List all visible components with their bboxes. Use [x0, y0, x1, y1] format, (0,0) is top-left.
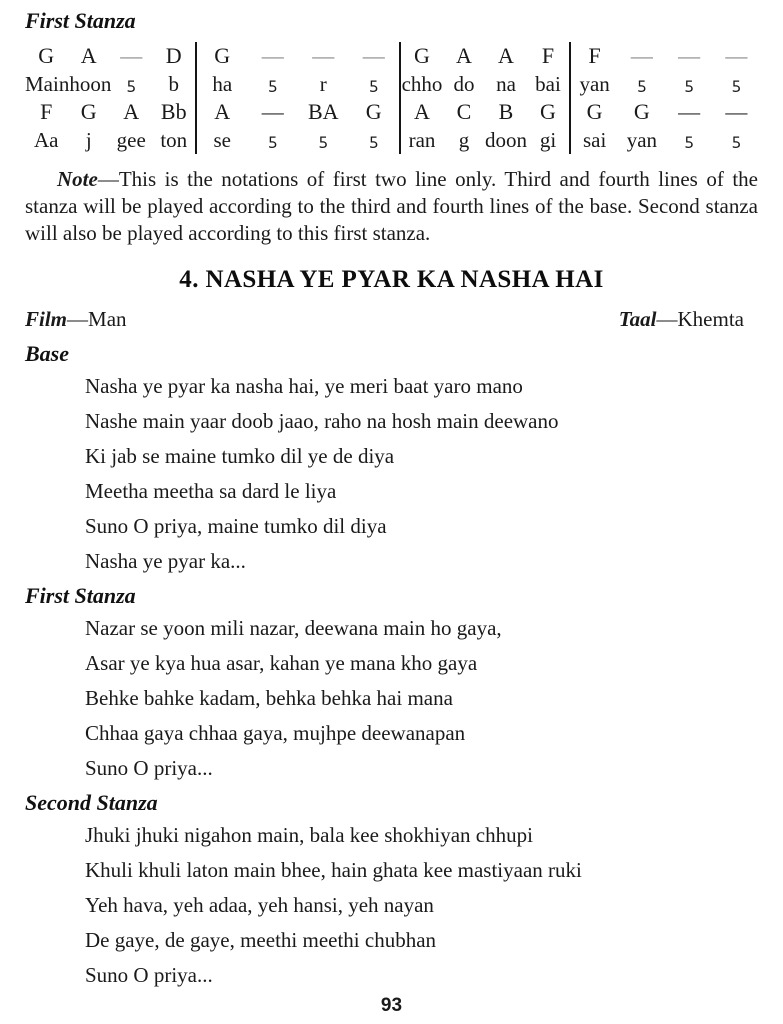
lyric-line: Ki jab se maine tumko dil ye de diya — [85, 444, 395, 468]
note-cell: G — [414, 43, 430, 68]
second-stanza-lyrics — [85, 818, 758, 993]
sustain-mark: ƽ — [637, 75, 647, 93]
note-cell: BA — [307, 99, 339, 124]
note-cell: — — [362, 43, 385, 68]
lyric-line: Behke bahke kadam, behka behka hai mana — [85, 686, 453, 710]
notation-table — [25, 42, 760, 154]
notation-bar-group — [197, 42, 401, 154]
note-cell: G — [586, 99, 603, 124]
notation-note-row — [197, 98, 399, 126]
notation-bar-group — [401, 42, 571, 154]
note-cell: F — [588, 43, 601, 68]
lyric-line: Nashe main yaar doob jaao, raho na hosh main deewano — [85, 409, 559, 433]
note-cell: Bb — [160, 99, 187, 124]
notation-lyric-row — [197, 70, 399, 98]
notation-note-row — [401, 98, 569, 126]
lyric-line: Suno O priya... — [85, 756, 213, 780]
lyric-cell: r — [319, 71, 327, 96]
lyric-cell: Mainhoon — [25, 71, 112, 96]
lyric-line: Yeh hava, yeh adaa, yeh hansi, yeh nayan — [85, 893, 434, 917]
film-dash: — — [67, 307, 89, 331]
sustain-mark: ƽ — [369, 131, 379, 149]
lyric-cell: gee — [116, 127, 146, 152]
top-section-heading: First Stanza — [25, 8, 136, 33]
lyric-line: De gaye, de gaye, meethi meethi chubhan — [85, 928, 437, 952]
first-stanza-lyrics — [85, 611, 758, 786]
note-cell: A — [123, 99, 140, 124]
lyric-cell: ran — [408, 127, 436, 152]
notation-lyric-row — [25, 70, 195, 98]
lyric-cell: Aa — [34, 127, 59, 152]
note-cell: A — [414, 99, 430, 124]
taal-dash: — — [656, 307, 678, 331]
lyric-cell: do — [453, 71, 475, 96]
notation-note-row — [25, 98, 195, 126]
lyric-line: Meetha meetha sa dard le liya — [85, 479, 337, 503]
note-cell: — — [678, 99, 701, 124]
note-cell: A — [456, 43, 472, 68]
note-cell: G — [214, 43, 231, 68]
section-heading-base: Base — [25, 341, 69, 366]
lyric-cell: na — [496, 71, 516, 96]
note-paragraph — [25, 166, 758, 247]
note-cell: B — [498, 99, 514, 124]
lyric-cell: se — [213, 127, 231, 152]
lyric-line: Nasha ye pyar ka... — [85, 549, 246, 573]
note-cell: — — [120, 43, 143, 68]
lyric-cell: doon — [485, 127, 527, 152]
lyric-line: Jhuki jhuki nigahon main, bala kee shokhiyan chhupi — [85, 823, 533, 847]
note-cell: F — [40, 99, 53, 124]
lyric-cell: chho — [401, 71, 443, 96]
lyric-line: Khuli khuli laton main bhee, hain ghata kee mastiyaan ruki — [85, 858, 582, 882]
sustain-mark: ƽ — [126, 75, 136, 93]
note-cell: A — [498, 43, 514, 68]
note-dash: — — [97, 167, 119, 191]
note-cell: D — [165, 43, 182, 68]
notation-bar-group — [25, 42, 197, 154]
lyric-cell: ton — [160, 127, 188, 152]
notation-lyric-row — [197, 126, 399, 154]
notation-lyric-row — [401, 70, 569, 98]
lyric-line: Nazar se yoon mili nazar, deewana main ho gaya, — [85, 616, 502, 640]
notation-lyric-row — [25, 126, 195, 154]
note-cell: — — [312, 43, 335, 68]
notation-note-row — [401, 42, 569, 70]
sustain-mark: ƽ — [268, 131, 278, 149]
sustain-mark: ƽ — [369, 75, 379, 93]
note-cell: — — [261, 43, 284, 68]
lyric-line: Suno O priya... — [85, 963, 213, 987]
lyric-line: Nasha ye pyar ka nasha hai, ye meri baat yaro mano — [85, 374, 523, 398]
lyric-line: Suno O priya, maine tumko dil diya — [85, 514, 387, 538]
base-lyrics — [85, 369, 758, 579]
notation-lyric-row — [571, 126, 760, 154]
note-cell: A — [80, 43, 97, 68]
lyric-cell: bai — [535, 71, 561, 96]
page-number: 93 — [380, 995, 403, 1016]
film-field — [25, 305, 127, 333]
notation-bar-group — [571, 42, 760, 154]
note-cell: — — [630, 43, 653, 68]
lyric-cell: yan — [579, 71, 610, 96]
note-cell: — — [725, 43, 748, 68]
section-heading-first-stanza: First Stanza — [25, 583, 136, 608]
section-heading-second-stanza: Second Stanza — [25, 790, 158, 815]
film-label: Film — [25, 307, 68, 331]
lyric-cell: b — [168, 71, 179, 96]
taal-label: Taal — [618, 307, 657, 331]
note-text: This is the notations of first two line only. Third and fourth lines of the stanza will be played according to the third and fourth lines of the base. Second stanza will also be played according to this first stanza. — [25, 167, 758, 245]
sustain-mark: ƽ — [268, 75, 278, 93]
lyric-cell: yan — [626, 127, 658, 152]
note-cell: C — [456, 99, 472, 124]
sustain-mark: ƽ — [684, 75, 694, 93]
notation-lyric-row — [571, 70, 760, 98]
lyric-line: Chhaa gaya chhaa gaya, mujhpe deewanapan — [85, 721, 466, 745]
song-title: 4. NASHA YE PYAR KA NASHA HAI — [179, 266, 604, 293]
lyric-cell: ha — [212, 71, 233, 96]
lyric-cell: j — [85, 127, 92, 152]
note-cell: G — [80, 99, 97, 124]
note-cell: G — [365, 99, 382, 124]
note-cell: — — [725, 99, 748, 124]
lyric-cell: g — [458, 127, 470, 152]
sustain-mark: ƽ — [318, 131, 328, 149]
lyric-line: Asar ye kya hua asar, kahan ye mana kho gaya — [85, 651, 478, 675]
note-cell: G — [38, 43, 55, 68]
sustain-mark: ƽ — [732, 75, 741, 93]
sustain-mark: ƽ — [732, 131, 741, 149]
taal-field — [619, 305, 744, 333]
taal-value: Khemta — [677, 307, 744, 331]
note-cell: — — [678, 43, 701, 68]
sustain-mark: ƽ — [684, 131, 694, 149]
notation-note-row — [571, 98, 760, 126]
lyric-cell: gi — [539, 127, 557, 152]
note-label: Note — [57, 167, 98, 191]
note-cell: F — [541, 43, 555, 68]
note-cell: — — [261, 99, 284, 124]
notation-note-row — [25, 42, 195, 70]
notation-lyric-row — [401, 126, 569, 154]
film-value: Man — [88, 307, 127, 331]
notation-note-row — [571, 42, 760, 70]
note-cell: A — [214, 99, 231, 124]
note-cell: G — [540, 99, 556, 124]
notation-note-row — [197, 42, 399, 70]
lyric-cell: sai — [582, 127, 607, 152]
note-cell: G — [633, 99, 650, 124]
song-meta-row — [25, 305, 758, 333]
